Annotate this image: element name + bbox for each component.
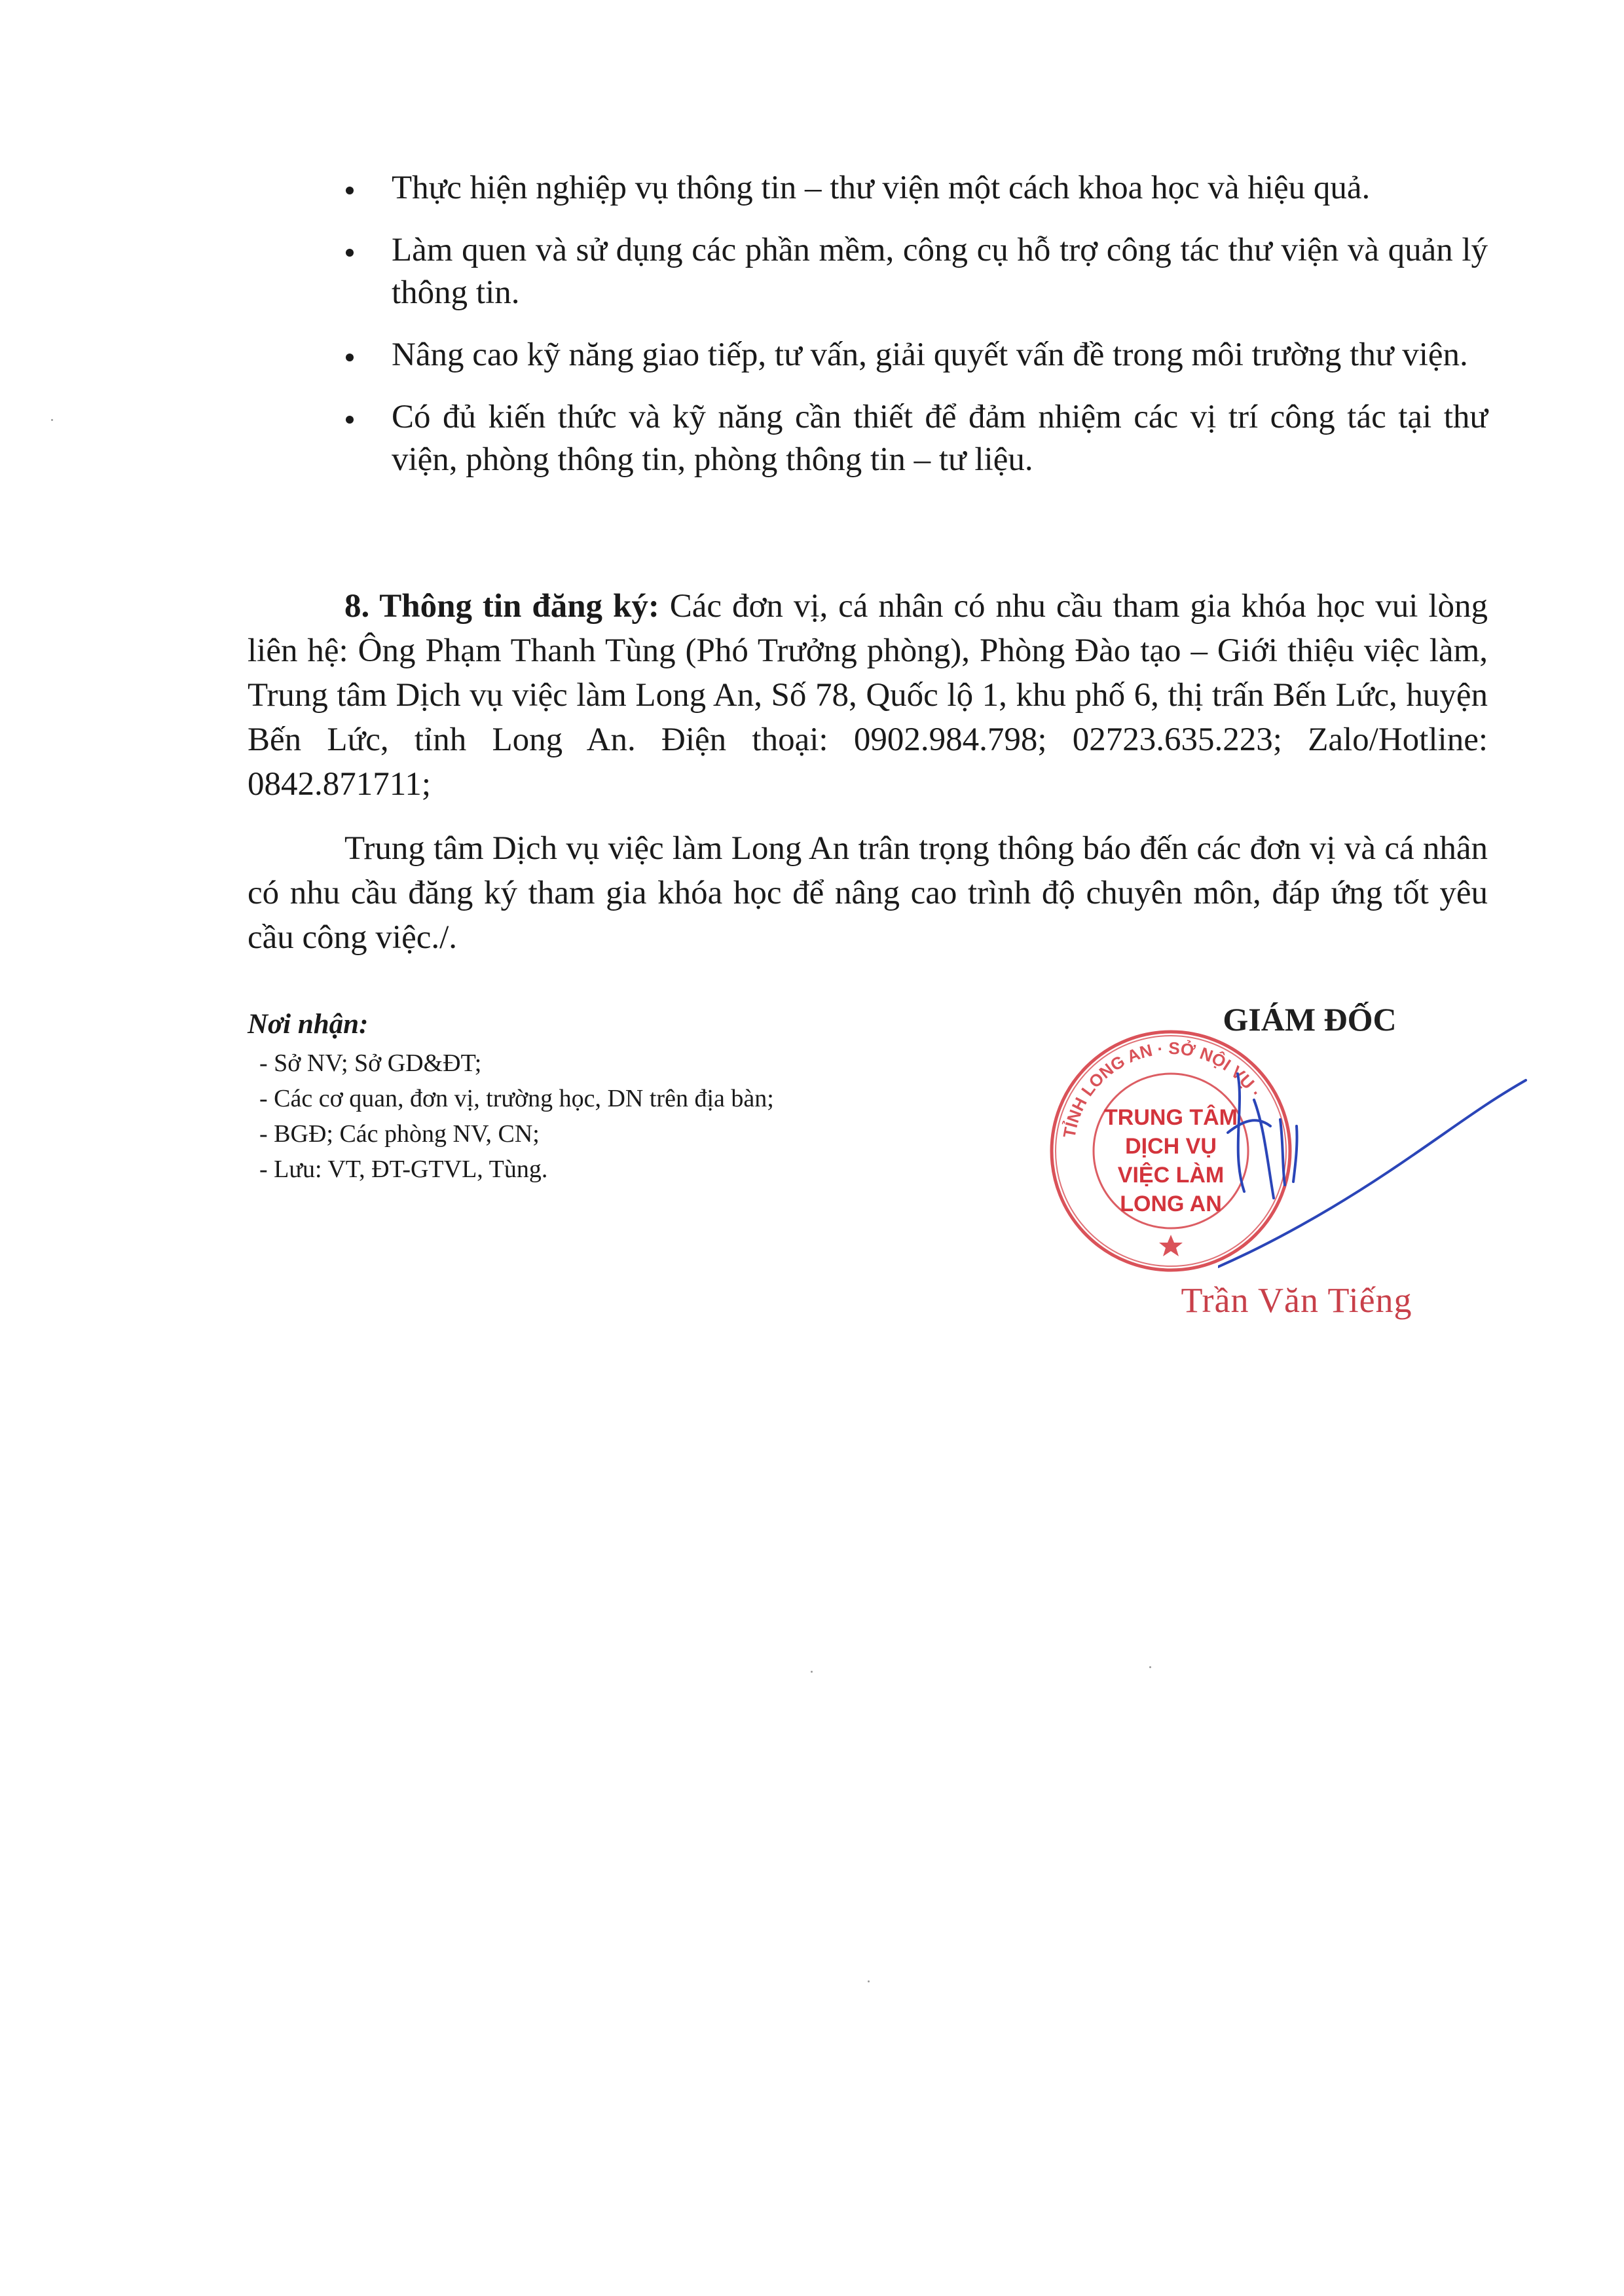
objectives-list — [341, 167, 1488, 501]
handwritten-signature-icon — [1218, 1054, 1532, 1277]
registration-info-text: Các đơn vị, cá nhân có nhu cầu tham gia khóa học vui lòng liên hệ: Ông Phạm Thanh Tùng (Phó Trưởng phòng), Phòng Đào tạo – Giới thiệu việc làm, Trung tâm Dịch vụ việc làm Long An, Số 78, Quốc lộ 1, khu phố 6, thị trấn Bến Lức, huyện Bến Lức, tỉnh Long An. Điện thoại: 0902.984.798; 02723.635.223; Zalo/Hotline: 0842.871711; — [248, 588, 1488, 803]
list-item: - Lưu: VT, ĐT-GTVL, Tùng. — [259, 1156, 548, 1183]
seal-line: LONG AN — [1120, 1192, 1222, 1216]
signer-title: GIÁM ĐỐC — [1223, 1001, 1397, 1038]
bullet-icon — [346, 187, 354, 194]
list-item-text: Thực hiện nghiệp vụ thông tin – thư viện một cách khoa học và hiệu quả. — [392, 170, 1371, 206]
bullet-icon — [346, 249, 354, 257]
bullet-icon — [346, 354, 354, 361]
scan-speck — [51, 419, 53, 421]
scan-speck — [868, 1980, 870, 1982]
scan-speck — [1149, 1666, 1151, 1668]
closing-paragraph: Trung tâm Dịch vụ việc làm Long An trân trọng thông báo đến các đơn vị và cá nhân có nhu cầu đăng ký tham gia khóa học để nâng cao trình độ chuyên môn, đáp ứng tốt yêu cầu công việc./. — [248, 830, 1488, 956]
seal-line: VIỆC LÀM — [1117, 1163, 1225, 1188]
recipients-block — [248, 1008, 968, 1187]
signer-name: Trần Văn Tiếng — [1181, 1281, 1412, 1320]
list-item: - BGĐ; Các phòng NV, CN; — [259, 1120, 540, 1148]
list-item — [341, 334, 1488, 376]
recipients-title: Nơi nhận: — [248, 1009, 369, 1040]
registration-info-paragraph — [248, 584, 1488, 807]
list-item — [341, 396, 1488, 481]
list-item-text: Làm quen và sử dụng các phần mềm, công cụ hỗ trợ công tác thư viện và quản lý thông tin. — [392, 232, 1488, 311]
list-item — [341, 229, 1488, 314]
list-item-text: Có đủ kiến thức và kỹ năng cần thiết để đảm nhiệm các vị trí công tác tại thư viện, phòng thông tin, phòng thông tin – tư liệu. — [392, 399, 1488, 478]
section-heading: 8. Thông tin đăng ký: — [344, 588, 659, 625]
seal-ring-text: TỈNH LONG AN · SỞ NỘI VỤ · — [1059, 1038, 1266, 1140]
list-item: - Sở NV; Sở GD&ĐT; — [259, 1049, 482, 1077]
scan-speck — [811, 1671, 813, 1673]
list-item-text: Nâng cao kỹ năng giao tiếp, tư vấn, giải quyết vấn đề trong môi trường thư viện. — [392, 337, 1468, 373]
list-item — [341, 167, 1488, 210]
list-item: - Các cơ quan, đơn vị, trường học, DN trên địa bàn; — [259, 1085, 774, 1112]
seal-line: TRUNG TÂM — [1104, 1105, 1238, 1130]
seal-line: DỊCH VỤ — [1125, 1134, 1217, 1159]
recipients-list — [248, 1046, 968, 1187]
bullet-icon — [346, 416, 354, 424]
